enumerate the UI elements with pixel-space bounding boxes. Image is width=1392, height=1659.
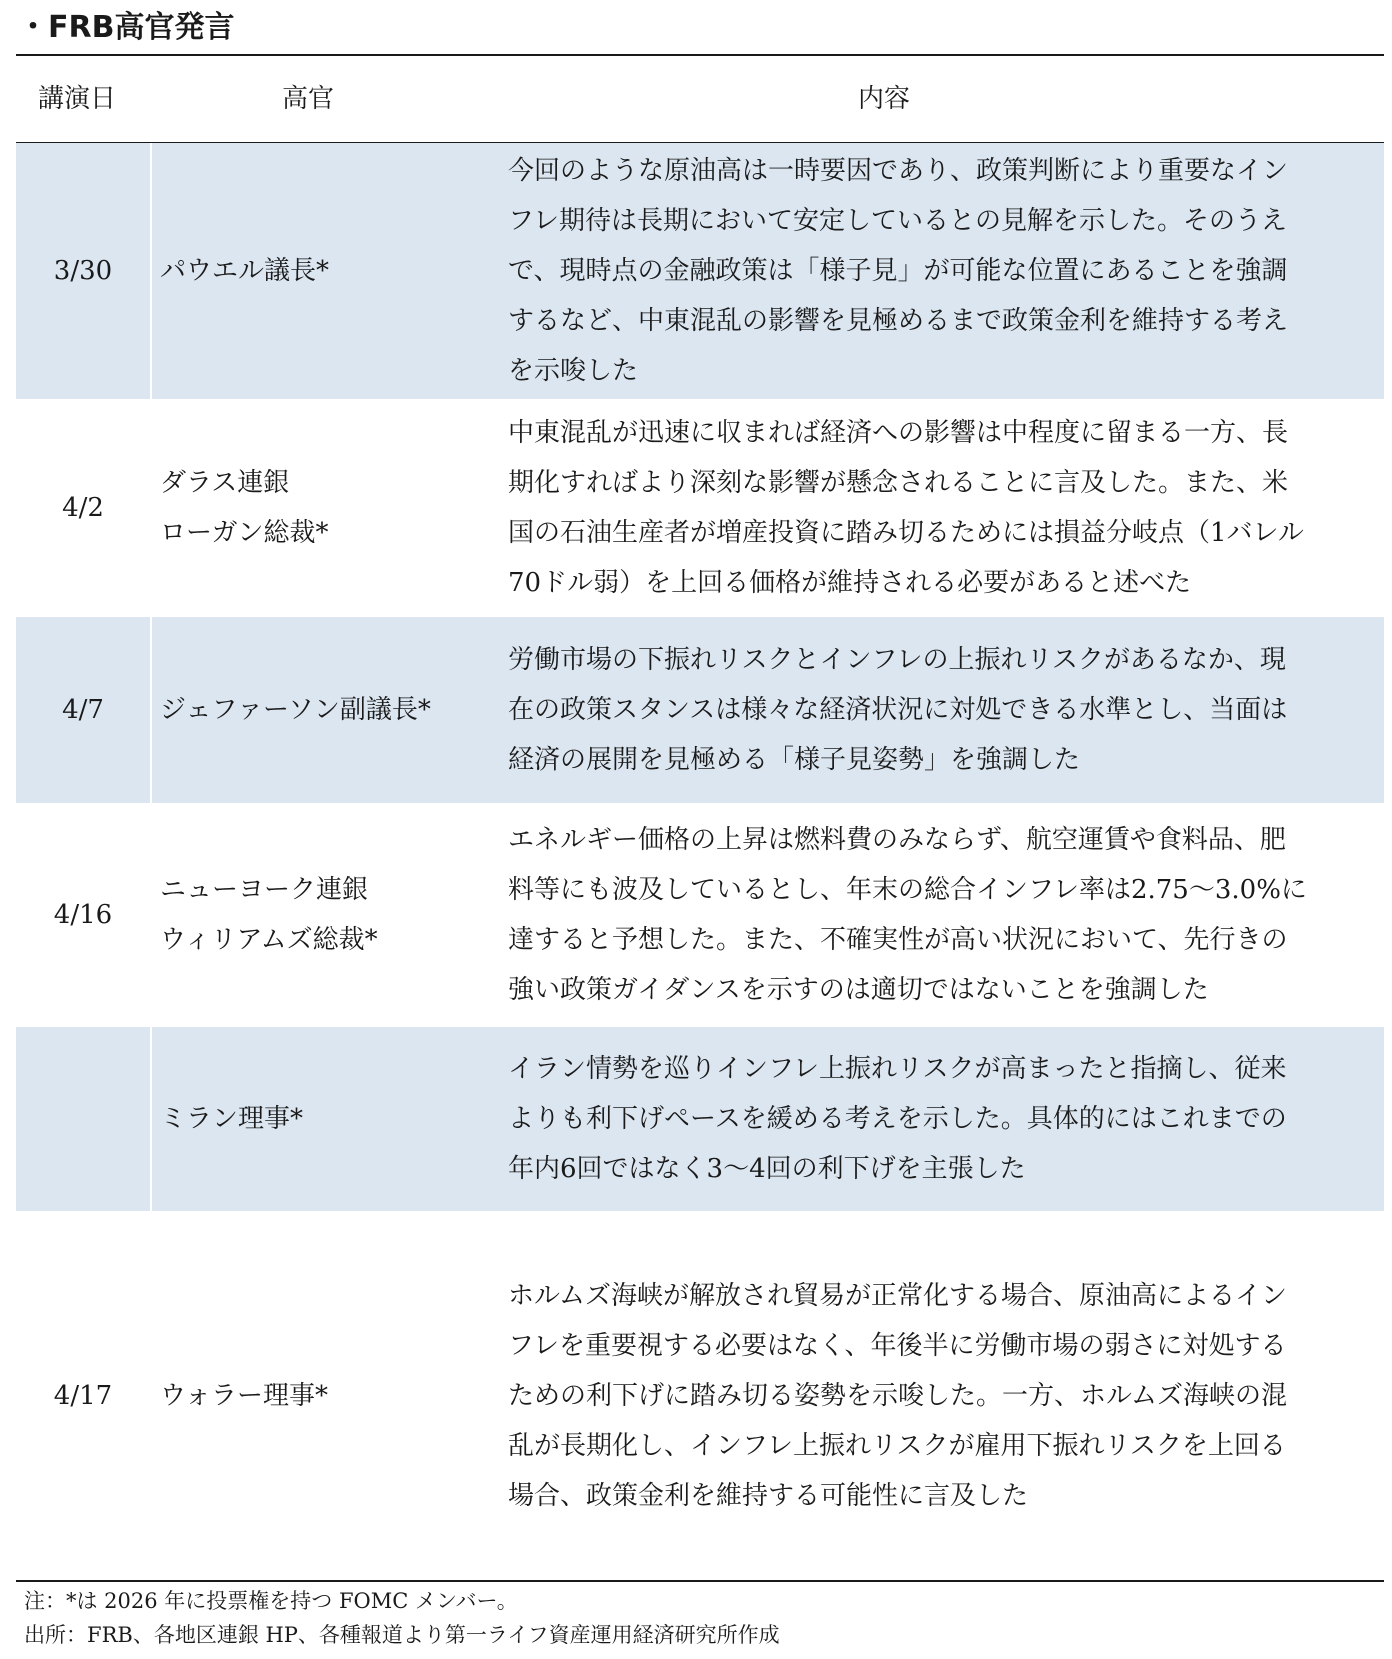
official-line: ミラン理事* <box>160 1104 304 1134</box>
content-line: 場合、政策金利を維持する可能性に言及した <box>508 1480 1029 1511</box>
official-line: ジェファーソン副議長* <box>160 695 431 725</box>
row-date: 4/7 <box>62 695 104 725</box>
content-line: 経済の展開を見極める「様子見姿勢」を強調した <box>508 745 1081 775</box>
content-line: ための利下げに踏み切る姿勢を示唆した。一方、ホルムズ海峡の混 <box>508 1380 1287 1411</box>
header-date: 講演日 <box>38 84 117 114</box>
table-row <box>16 1027 1384 1211</box>
row-date <box>16 1027 150 1211</box>
row-content <box>508 617 1366 803</box>
content-line: エネルギー価格の上昇は燃料費のみならず、航空運賃や食料品、肥 <box>508 825 1286 855</box>
content-line: 乱が長期化し、インフレ上振れリスクが雇用下振れリスクを上回る <box>508 1430 1286 1461</box>
page-title: ・FRB高官発言 <box>18 10 235 45</box>
row-official <box>160 803 490 1027</box>
column-separator <box>150 1027 152 1211</box>
content-line: 強い政策ガイダンスを示すのは適切ではないことを強調した <box>508 975 1209 1005</box>
content-line: 今回のような原油高は一時要因であり、政策判断により重要なイン <box>508 156 1289 186</box>
table-bottom-rule <box>16 1580 1384 1582</box>
row-official <box>160 143 490 399</box>
table-row <box>16 1211 1384 1580</box>
content-line: よりも利下げペースを緩める考えを示した。具体的にはこれまでの <box>508 1104 1287 1134</box>
content-line: 年内6回ではなく3～4回の利下げを主張した <box>508 1154 1026 1184</box>
row-official <box>160 617 490 803</box>
row-content <box>508 803 1366 1027</box>
row-official <box>160 1027 490 1211</box>
table-row <box>16 143 1384 399</box>
content-line: フレを重要視する必要はなく、年後半に労働市場の弱さに対処する <box>508 1330 1287 1361</box>
content-line: 料等にも波及しているとし、年末の総合インフレ率は2.75～3.0%に <box>508 875 1307 905</box>
footnote-note: 注：*は 2026 年に投票権を持つ FOMC メンバー。 <box>24 1589 518 1613</box>
content-line: 70ドル弱）を上回る価格が維持される必要があると述べた <box>508 568 1192 598</box>
official-line: ウィリアムズ総裁* <box>160 925 378 955</box>
content-line: フレ期待は長期において安定しているとの見解を示した。そのうえ <box>508 206 1287 236</box>
content-line: するなど、中東混乱の影響を見極めるまで政策金利を維持する考え <box>508 306 1289 336</box>
content-line: 労働市場の下振れリスクとインフレの上振れリスクがあるなか、現 <box>508 645 1286 675</box>
row-content <box>508 1211 1366 1580</box>
row-official <box>160 1211 490 1580</box>
table-row <box>16 803 1384 1027</box>
content-line: 在の政策スタンスは様々な経済状況に対処できる水準とし、当面は <box>508 695 1288 725</box>
content-line: で、現時点の金融政策は「様子見」が可能な位置にあることを強調 <box>508 256 1288 286</box>
row-date: 4/2 <box>62 493 104 523</box>
content-line: 達すると予想した。また、不確実性が高い状況において、先行きの <box>508 925 1288 955</box>
footnotes <box>24 1584 780 1652</box>
table-row <box>16 399 1384 617</box>
official-line: パウエル議長* <box>160 256 330 286</box>
row-official <box>160 399 490 617</box>
content-line: 中東混乱が迅速に収まれば経済への影響は中程度に留まる一方、長 <box>508 418 1289 448</box>
column-separator <box>150 617 152 803</box>
row-date: 4/17 <box>53 1380 113 1411</box>
content-line: 期化すればより深刻な影響が懸念されることに言及した。また、米 <box>508 468 1289 498</box>
content-line: ホルムズ海峡が解放され貿易が正常化する場合、原油高によるイン <box>508 1280 1287 1311</box>
row-date: 3/30 <box>53 256 113 286</box>
official-line: ローガン総裁* <box>160 518 329 548</box>
header-official: 高官 <box>282 84 335 114</box>
row-date: 4/16 <box>53 900 113 930</box>
row-content <box>508 1027 1366 1211</box>
table-header <box>16 56 1384 142</box>
row-content <box>508 143 1366 399</box>
official-line: ダラス連銀 <box>160 468 290 498</box>
content-line: イラン情勢を巡りインフレ上振れリスクが高まったと指摘し、従来 <box>508 1054 1287 1084</box>
content-line: を示唆した <box>508 356 639 386</box>
official-line: ニューヨーク連銀 <box>160 875 369 905</box>
header-content: 内容 <box>858 84 911 114</box>
row-content <box>508 399 1366 617</box>
table-row <box>16 617 1384 803</box>
official-line: ウォラー理事* <box>160 1380 328 1411</box>
content-line: 国の石油生産者が増産投資に踏み切るためには損益分岐点（1バレル <box>508 518 1304 548</box>
column-separator <box>150 143 152 399</box>
footnote-source: 出所：FRB、各地区連銀 HP、各種報道より第一ライフ資産運用経済研究所作成 <box>24 1623 780 1647</box>
